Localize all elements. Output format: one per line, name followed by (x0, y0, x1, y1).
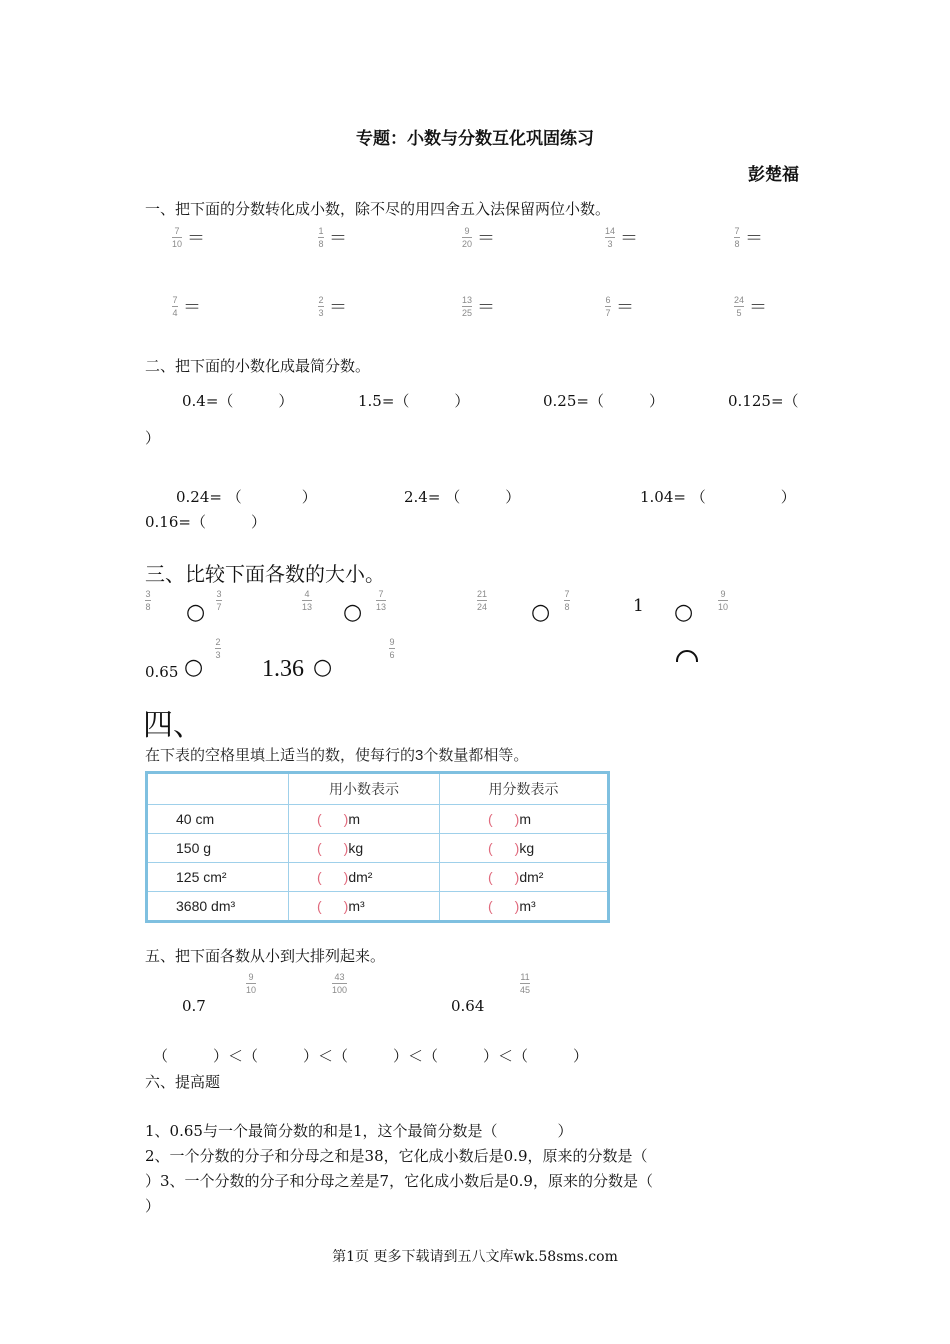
table-caption: 在下表的空格里填上适当的数，使每行的3个数量都相等。 (145, 747, 529, 764)
s2-item: 1.5=（ ） (358, 392, 470, 410)
s3-fraction: $\frac{4}{13}$ (302, 589, 313, 612)
compare-circle: ○ (343, 600, 363, 625)
s2-item: 0.25=（ ） (543, 392, 664, 410)
s3-number: 1 (633, 596, 644, 616)
compare-circle-partial (676, 650, 698, 662)
table-row (147, 834, 609, 863)
question-2: 2、一个分数的分子和分母之和是38，它化成小数后是0.9，原来的分数是（ (145, 1147, 648, 1165)
question-3-end: ） (145, 1197, 161, 1215)
decimal-cell: ( )m³ (289, 892, 440, 922)
s5-fraction: $\frac{43}{100}$ (332, 972, 348, 995)
s2-item: 0.16=（ ） (145, 513, 266, 531)
table-row (147, 863, 609, 892)
author: 彭楚福 (748, 165, 799, 185)
fraction-cell: ( )m³ (440, 892, 609, 922)
s2-item: 0.4=（ ） (182, 392, 294, 410)
s1-item: $\frac{14}{3}$ ＝ (605, 225, 639, 249)
s3-number: 1.36 (262, 656, 304, 682)
s2-item: 2.4= （ ） (404, 488, 521, 506)
compare-circle: ○ (531, 600, 551, 625)
s1-item: $\frac{13}{25}$ ＝ (462, 294, 496, 318)
s1-item: $\frac{2}{3}$ ＝ (318, 294, 347, 318)
quantity-cell: 3680 dm³ (147, 892, 289, 922)
section-3-heading: 三、比较下面各数的大小。 (145, 562, 385, 586)
section-5-heading: 五、把下面各数从小到大排列起来。 (145, 947, 386, 965)
compare-circle: ○ (186, 600, 206, 625)
s1-item: $\frac{1}{8}$ ＝ (318, 225, 347, 249)
s2-item: 0.125=（ (728, 392, 799, 410)
compare-circle: ○ (184, 655, 204, 680)
s1-item: $\frac{9}{20}$ ＝ (462, 225, 496, 249)
fraction-cell: ( )dm² (440, 863, 609, 892)
fraction-cell: ( )m (440, 805, 609, 834)
s3-fraction: $\frac{9}{10}$ (718, 589, 729, 612)
section-4-heading: 四、 (143, 708, 203, 743)
decimal-cell: ( )dm² (289, 863, 440, 892)
question-1: 1、0.65与一个最简分数的和是1，这个最简分数是（ ） (145, 1122, 573, 1140)
page-title: 专题：小数与分数互化巩固练习 (356, 129, 594, 149)
s3-fraction: $\frac{3}{8}$ (145, 589, 151, 612)
table-header-empty (147, 773, 289, 805)
s3-fraction: $\frac{7}{13}$ (376, 589, 387, 612)
s1-item: $\frac{6}{7}$ ＝ (605, 294, 634, 318)
quantity-cell: 125 cm² (147, 863, 289, 892)
table-row (147, 892, 609, 922)
conversion-table (145, 771, 610, 923)
ordering-blanks: （ ）＜（ ）＜（ ）＜（ ）＜（ ） (153, 1047, 589, 1065)
s3-fraction: $\frac{7}{8}$ (564, 589, 570, 612)
s2-item: 1.04= （ ） (640, 488, 796, 506)
conversion-table-image (145, 744, 610, 916)
section-6-heading: 六、提高题 (145, 1073, 221, 1091)
s5-fraction: $\frac{11}{45}$ (520, 972, 531, 995)
question-3: ）3、一个分数的分子和分母之差是7，它化成小数后是0.9，原来的分数是（ (145, 1172, 653, 1190)
s3-fraction: $\frac{3}{7}$ (216, 589, 222, 612)
table-header-fraction: 用分数表示 (440, 773, 609, 805)
compare-circle: ○ (313, 655, 333, 680)
section-1-heading: 一、把下面的分数转化成小数，除不尽的用四舍五入法保留两位小数。 (145, 200, 611, 218)
s3-fraction: $\frac{9}{6}$ (389, 637, 395, 660)
s3-number: 0.65 (145, 663, 179, 681)
decimal-cell: ( )m (289, 805, 440, 834)
compare-circle: ○ (674, 600, 694, 625)
s5-number: 0.7 (182, 997, 206, 1015)
s1-item: $\frac{24}{5}$ ＝ (734, 294, 768, 318)
table-header-decimal: 用小数表示 (289, 773, 440, 805)
s1-item: $\frac{7}{10}$ ＝ (172, 225, 206, 249)
s1-item: $\frac{7}{4}$ ＝ (172, 294, 201, 318)
quantity-cell: 150 g (147, 834, 289, 863)
s3-fraction: $\frac{2}{3}$ (215, 637, 221, 660)
table-row (147, 805, 609, 834)
s1-item: $\frac{7}{8}$ ＝ (734, 225, 763, 249)
s5-fraction: $\frac{9}{10}$ (246, 972, 257, 995)
s3-fraction: $\frac{21}{24}$ (477, 589, 488, 612)
quantity-cell: 40 cm (147, 805, 289, 834)
s2-item: 0.24= （ ） (176, 488, 317, 506)
s2-item: ） (145, 429, 161, 447)
s5-number: 0.64 (451, 997, 485, 1015)
decimal-cell: ( )kg (289, 834, 440, 863)
section-2-heading: 二、把下面的小数化成最简分数。 (145, 357, 371, 375)
page-footer: 第1页 更多下载请到五八文库wk.58sms.com (332, 1249, 618, 1265)
fraction-cell: ( )kg (440, 834, 609, 863)
